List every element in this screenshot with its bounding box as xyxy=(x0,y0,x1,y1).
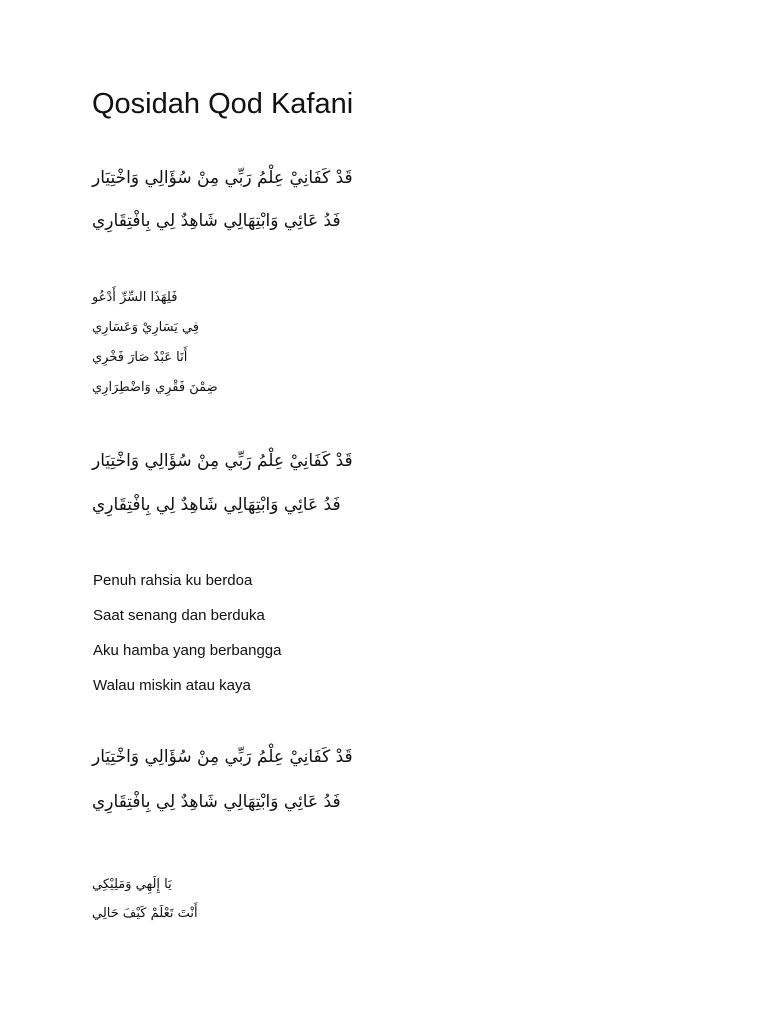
chorus-3-line-2: فَدُ عَائِي وَابْتِهَالِي شَاهِدٌ لِي بِافْتِقَارِي xyxy=(92,792,341,812)
chorus-2-line-2: فَدُ عَائِي وَابْتِهَالِي شَاهِدٌ لِي بِافْتِقَارِي xyxy=(92,495,341,515)
document-title: Qosidah Qod Kafani xyxy=(92,88,354,120)
translation-line-2: Saat senang dan berduka xyxy=(93,607,265,624)
translation-line-4: Walau miskin atau kaya xyxy=(93,677,251,694)
chorus-1-line-2: فَدُ عَائِي وَابْتِهَالِي شَاهِدٌ لِي بِافْتِقَارِي xyxy=(92,211,341,231)
chorus-2-line-1: قَدْ كَفَانِيْ عِلْمُ رَبِّي مِنْ سُؤَالِي وَاخْتِيَار xyxy=(92,451,353,471)
verse-2-line-2: أَنْتَ تَعْلَمْ كَيْفَ حَالِي xyxy=(92,906,198,921)
verse-1-line-4: ضِمْنَ فَقْرِي وَاضْطِرَارِي xyxy=(92,380,218,395)
verse-2-line-1: يَا إِلَهِي وَمَلِيْكِي xyxy=(92,877,172,892)
verse-1-line-3: أَنَا عَبْدٌ صَارَ فَخْرِي xyxy=(92,350,188,365)
translation-line-1: Penuh rahsia ku berdoa xyxy=(93,572,253,589)
chorus-3-line-1: قَدْ كَفَانِيْ عِلْمُ رَبِّي مِنْ سُؤَالِي وَاخْتِيَار xyxy=(92,747,353,767)
verse-1-line-2: فِي يَسَارِيْ وَعَسَارِي xyxy=(92,320,199,335)
verse-1-line-1: فَلِهَذَا السِّرِّ أَدْعُو xyxy=(92,290,178,305)
chorus-1-line-1: قَدْ كَفَانِيْ عِلْمُ رَبِّي مِنْ سُؤَالِي وَاخْتِيَار xyxy=(92,168,353,188)
translation-line-3: Aku hamba yang berbangga xyxy=(93,642,282,659)
